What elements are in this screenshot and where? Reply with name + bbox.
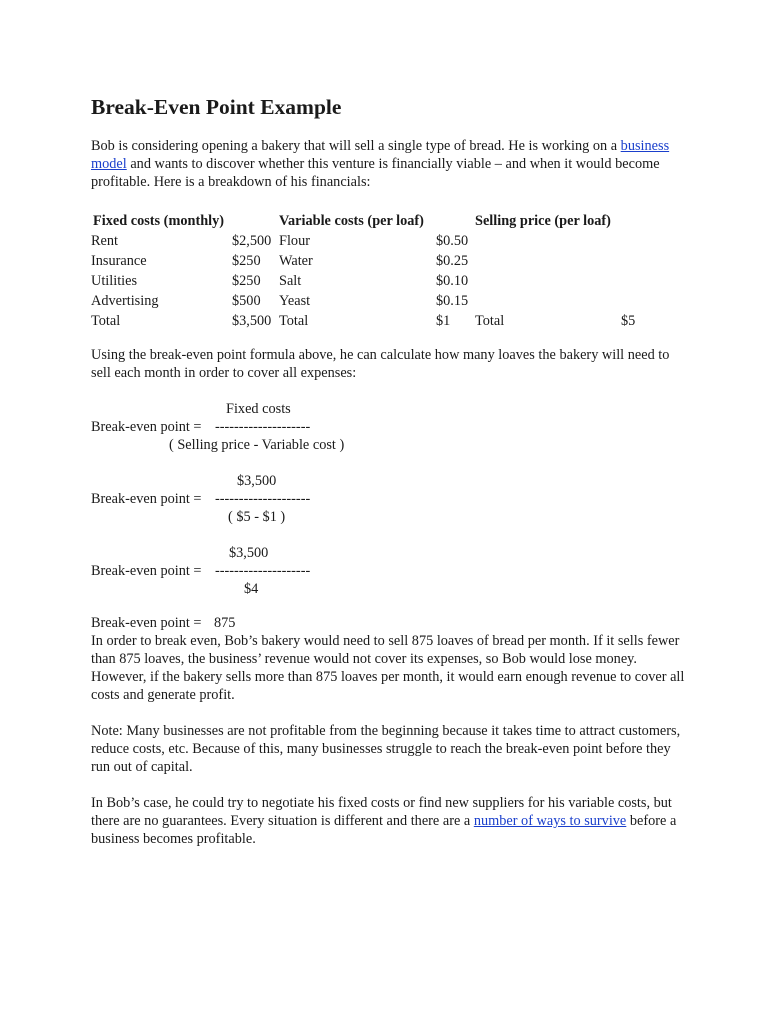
header-selling-price: Selling price (per loaf)	[475, 213, 611, 229]
variable-cost-item: Salt	[279, 273, 302, 289]
ways-to-survive-link[interactable]: number of ways to survive	[473, 813, 627, 829]
formula-label: Break-even point =	[91, 563, 202, 579]
closing-paragraph	[91, 794, 691, 848]
header-fixed-costs: Fixed costs (monthly)	[93, 213, 225, 229]
variable-cost-value: $0.15	[436, 293, 469, 309]
fixed-cost-value: $2,500	[232, 233, 272, 249]
header-variable-costs: Variable costs (per loaf)	[279, 213, 424, 229]
fixed-cost-value: $500	[232, 293, 261, 309]
intro-text-after: and wants to discover whether this venture is financially viable – and when it would become profitable. Here is a breakdown of his financials:	[91, 156, 660, 190]
formula-label: Break-even point =	[91, 491, 202, 507]
formula-denominator: $4	[244, 581, 259, 597]
formula-divider: --------------------	[215, 563, 311, 579]
fixed-cost-total-label: Total	[91, 313, 121, 329]
formula-numerator: Fixed costs	[226, 401, 291, 417]
selling-price-total-value: $5	[621, 313, 636, 329]
formula-intro-paragraph: Using the break-even point formula above, he can calculate how many loaves the bakery will need to sell each month in order to cover all expenses:	[91, 347, 670, 381]
fixed-cost-item: Utilities	[91, 273, 138, 289]
business-model-link[interactable]: business model	[91, 138, 670, 172]
table-row	[91, 231, 691, 251]
formula-divider: --------------------	[215, 419, 311, 435]
formula-numerator: $3,500	[229, 545, 269, 561]
fixed-cost-item: Rent	[91, 233, 119, 249]
formula-label: Break-even point =	[91, 419, 202, 435]
closing-text-before: In Bob’s case, he could try to negotiate his fixed costs or find new suppliers for his variable costs, but there are no guarantees. Every situation is different and there are a	[91, 795, 672, 829]
closing-text-after: before a business becomes profitable.	[91, 813, 677, 847]
page-title: Break-Even Point Example	[91, 95, 342, 119]
result-value: 875	[214, 615, 236, 631]
table-row	[91, 291, 691, 311]
fixed-cost-item: Advertising	[91, 293, 159, 309]
variable-cost-value: $0.25	[436, 253, 469, 269]
table-header-row	[91, 211, 691, 231]
variable-cost-value: $0.10	[436, 273, 469, 289]
selling-price-total-label: Total	[475, 313, 505, 329]
variable-cost-item: Flour	[279, 233, 310, 249]
financials-table	[91, 211, 691, 331]
note-paragraph: Note: Many businesses are not profitable from the beginning because it takes time to attract customers, reduce costs, etc. Because of this, many businesses struggle to reach the break-even point before they run out of capital.	[91, 723, 681, 775]
table-row	[91, 251, 691, 271]
intro-text-before: Bob is considering opening a bakery that will sell a single type of bread. He is working on a	[91, 138, 621, 154]
variable-cost-item: Yeast	[279, 293, 311, 309]
table-total-row	[91, 311, 691, 331]
variable-cost-item: Water	[279, 253, 313, 269]
fixed-cost-value: $250	[232, 273, 261, 289]
variable-cost-value: $0.50	[436, 233, 469, 249]
result-paragraph: In order to break even, Bob’s bakery would need to sell 875 loaves of bread per month. If it sells fewer than 875 loaves, the business’ revenue would not cover its expenses, so Bob would lose money. However, if the bakery sells more than 875 loaves per month, it would earn enough revenue to cover all costs and generate profit.	[91, 633, 685, 703]
fixed-cost-value: $250	[232, 253, 261, 269]
intro-paragraph	[91, 137, 691, 191]
result-label: Break-even point =	[91, 615, 202, 631]
formula-divider: --------------------	[215, 491, 311, 507]
formula-denominator: ( $5 - $1 )	[228, 509, 286, 525]
formula-denominator: ( Selling price - Variable cost )	[169, 437, 345, 453]
variable-cost-total-value: $1	[436, 313, 451, 329]
variable-cost-total-label: Total	[279, 313, 309, 329]
table-row	[91, 271, 691, 291]
fixed-cost-item: Insurance	[91, 253, 147, 269]
formula-numerator: $3,500	[237, 473, 277, 489]
fixed-cost-total-value: $3,500	[232, 313, 272, 329]
